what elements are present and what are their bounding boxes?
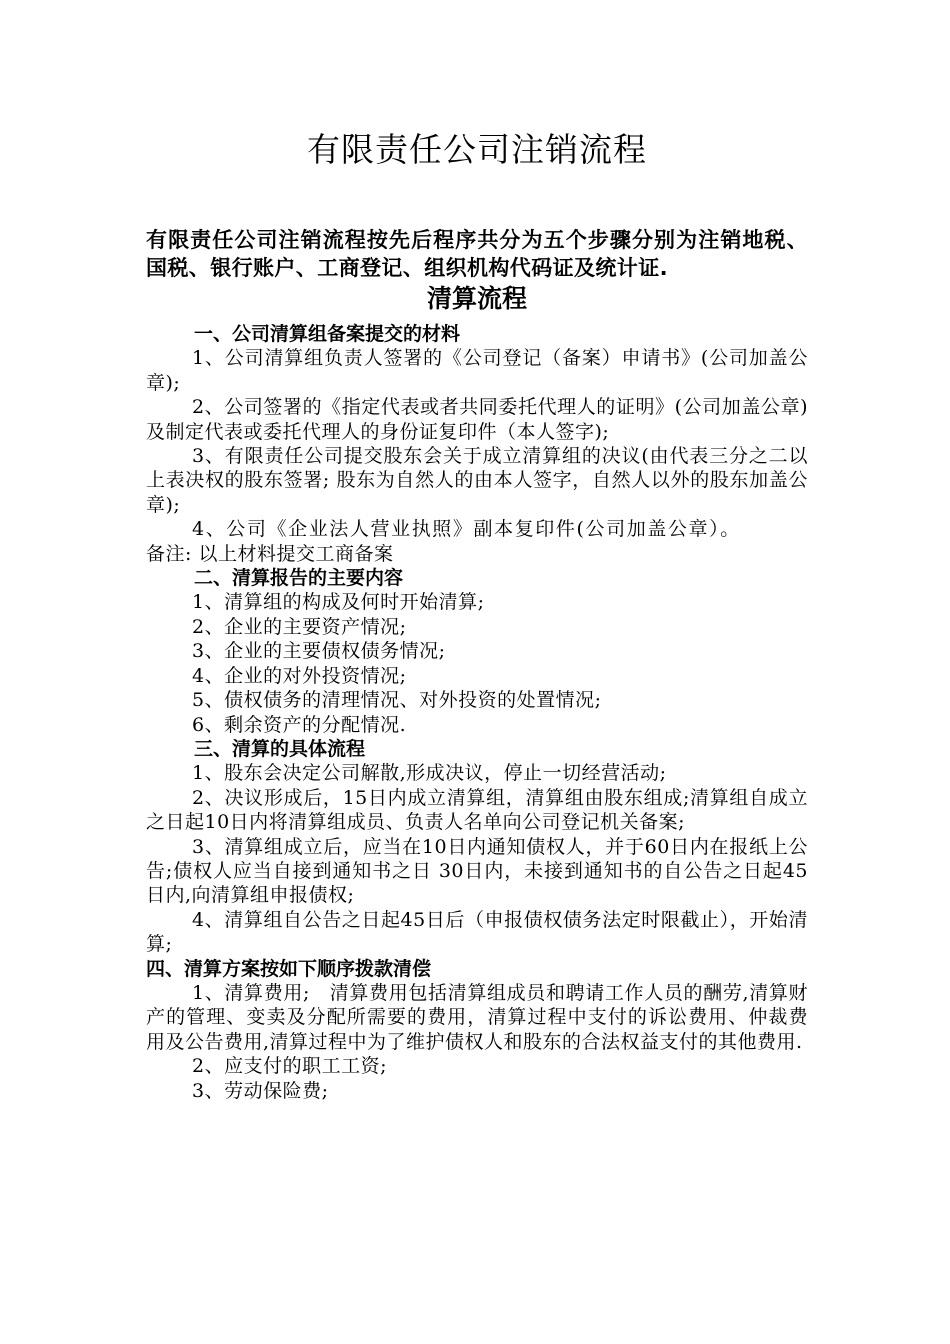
intro-paragraph: 有限责任公司注销流程按先后程序共分为五个步骤分别为注销地税、国税、银行账户、工商登记、组织机构代码证及统计证. [146,228,808,280]
section3-item-2: 2、决议形成后，15日内成立清算组，清算组由股东组成;清算组自成立之日起10日内将清算组成员、负责人名单向公司登记机关备案; [146,786,808,834]
section4-heading: 四、清算方案按如下顺序拨款清偿 [146,957,432,980]
section4-item-3: 3、劳动保险费; [192,1079,329,1102]
section4-item-1: 1、清算费用; 清算费用包括清算组成员和聘请工作人员的酬劳,清算财产的管理、变卖及分配所需要的费用，清算过程中支付的诉讼费用、仲裁费用及公告费用,清算过程中为了维护债权人和股东的合法权益支付的其他费用. [146,981,808,1053]
section2-item-1: 1、清算组的构成及何时开始清算; [192,591,485,614]
section1-item-4: 4、公司《企业法人营业执照》副本复印件(公司加盖公章）。 [192,518,741,541]
section3-heading: 三、清算的具体流程 [194,737,366,760]
section1-note: 备注: 以上材料提交工商备案 [146,542,394,565]
section3-item-4: 4、清算组自公告之日起45日后（申报债权债务法定时限截止），开始清算; [146,908,808,956]
section2-heading: 二、清算报告的主要内容 [194,567,404,590]
document-body [146,322,808,1103]
section2-item-3: 3、企业的主要债权债务情况; [192,640,446,663]
section3-item-1: 1、股东会决定公司解散,形成决议，停止一切经营活动; [192,762,667,785]
section3-item-3: 3、清算组成立后，应当在10日内通知债权人，并于60日内在报纸上公告;债权人应当自接到通知书之日 30日内，未接到通知书的自公告之日起45日内,向清算组申报债权; [146,835,808,907]
section2-item-5: 5、债权债务的清理情况、对外投资的处置情况; [192,689,602,712]
section-subtitle: 清算流程 [426,284,527,313]
section4-item-2: 2、应支付的职工工资; [192,1055,387,1078]
document-title: 有限责任公司注销流程 [307,130,647,169]
section2-item-6: 6、剩余资产的分配情况. [192,713,407,736]
section2-item-2: 2、企业的主要资产情况; [192,615,407,638]
section2-item-4: 4、企业的对外投资情况; [192,664,407,687]
section1-item-3: 3、有限责任公司提交股东会关于成立清算组的决议(由代表三分之二以上表决权的股东签署; 股东为自然人的由本人签字，自然人以外的股东加盖公章); [146,445,808,516]
section1-heading: 一、公司清算组备案提交的材料 [194,323,461,345]
section1-item-2: 2、公司签署的《指定代表或者共同委托代理人的证明》(公司加盖公章)及制定代表或委托代理人的身份证复印件（本人签字); [146,396,808,443]
section1-item-1: 1、公司清算组负责人签署的《公司登记（备案）申请书》(公司加盖公章); [146,347,808,394]
